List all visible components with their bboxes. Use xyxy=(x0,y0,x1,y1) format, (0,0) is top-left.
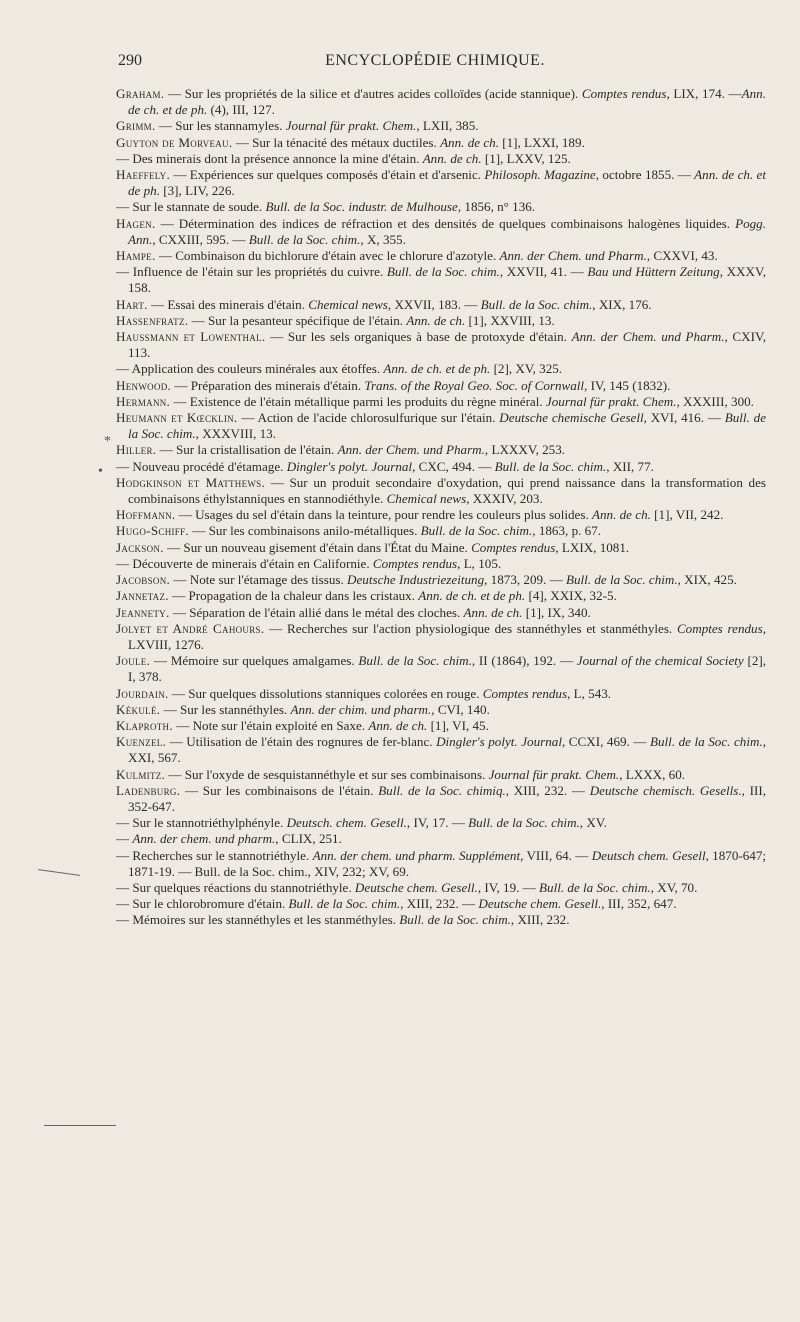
entry-text: — Sur la ténacité des métaux ductiles. xyxy=(232,134,441,150)
entry-text: [4], XXIX, 32-5. xyxy=(525,588,617,604)
entry-text: , II (1864), 192. — xyxy=(471,653,577,669)
entry-text: , LIX, 174. — xyxy=(666,86,742,101)
bibliography-entry xyxy=(116,556,766,572)
entry-author: Ladenburg. xyxy=(116,782,181,798)
entry-text: — Sur les stannéthyles. xyxy=(160,701,291,717)
entry-text: , CXXVI, 43. xyxy=(646,248,718,264)
entry-author: Hiller. xyxy=(116,442,157,458)
entry-journal: Bull. de la Soc. chim. xyxy=(386,264,500,280)
entry-author: Jacobson. xyxy=(116,572,171,588)
entry-text: — Sur la pesanteur spécifique de l'étain. xyxy=(188,312,407,328)
entry-text: — Combinaison du bichlorure d'étain avec le chlorure d'azotyle. xyxy=(155,248,500,264)
entry-journal: Bull. de la Soc. chim. xyxy=(420,523,533,539)
bibliography-entry xyxy=(116,540,766,556)
entry-text: — Séparation de l'étain allié dans le métal des cloches. xyxy=(169,604,464,620)
bibliography-entry xyxy=(116,248,766,264)
bibliography-entry xyxy=(116,718,766,734)
bibliography-entry xyxy=(116,880,766,896)
bibliography-entry xyxy=(116,216,766,248)
bibliography-entry xyxy=(116,167,766,199)
entry-text: , VIII, 64. — xyxy=(520,847,592,863)
entry-journal: Ann. de ch. xyxy=(422,150,482,166)
entry-text: , LXII, 385. xyxy=(416,118,479,134)
entry-author: Hoffmann. xyxy=(116,507,176,523)
entry-text: — Propagation de la chaleur dans les cristaux. xyxy=(168,588,419,604)
running-title: ENCYCLOPÉDIE CHIMIQUE. xyxy=(325,52,545,69)
entry-text: — Mémoire sur quelques amalgames. xyxy=(150,653,359,669)
entry-journal: Ann. der chim. und pharm. xyxy=(290,701,432,717)
entry-text: , XXXIII, 300. xyxy=(676,393,754,409)
entry-journal: Ann. der Chem. und Pharm. xyxy=(499,248,647,264)
margin-stroke xyxy=(38,869,80,876)
entry-text: , XII, 77. xyxy=(606,458,654,474)
bibliography-entry xyxy=(116,848,766,880)
entry-journal: Ann. de ch. et de ph. xyxy=(383,361,491,377)
bibliography-entry xyxy=(116,831,766,847)
entry-text: [1], LXXV, 125. xyxy=(481,150,571,166)
entry-text: , L, 543. xyxy=(567,685,612,701)
bibliography-entry xyxy=(116,394,766,410)
entry-journal: Chemical news xyxy=(386,491,467,507)
bibliography-entry xyxy=(116,264,766,296)
bibliography-entry xyxy=(116,410,766,442)
entry-text: [2], I, 378. xyxy=(128,653,766,685)
bibliography-entry xyxy=(116,313,766,329)
entry-journal: Comptes rendus xyxy=(581,86,667,101)
entry-text: [1], IX, 340. xyxy=(522,604,591,620)
entry-text: , LXIX, 1081. xyxy=(555,539,630,555)
entry-text: — Des minerais dont la présence annonce la mine d'étain. xyxy=(116,150,423,166)
entry-journal: Bau und Hüttern Zeitung xyxy=(587,264,720,280)
entry-author: Jannetaz. xyxy=(116,588,169,604)
entry-journal: Deutsche chem. Gesell. xyxy=(354,879,478,895)
entry-journal: Ann. de ch. xyxy=(592,507,651,523)
entry-text: — Sur les stannamyles. xyxy=(155,118,286,134)
entry-author: Henwood. xyxy=(116,377,172,393)
entry-text: , IV, 145 (1832). xyxy=(584,377,671,393)
entry-text: — Recherches sur le stannotriéthyle. xyxy=(116,847,313,863)
entry-journal: Ann. de ch. xyxy=(406,312,466,328)
entry-journal: Bull. de la Soc. chim. xyxy=(248,231,361,247)
entry-text: — xyxy=(116,831,133,847)
bibliography-entry xyxy=(116,734,766,766)
entry-text: — Sur les propriétés de la silice et d'autres acides colloïdes (acide stannique). xyxy=(164,86,582,101)
page-header xyxy=(110,52,760,72)
bibliography-entry xyxy=(116,475,766,507)
entry-text: — Sur la cristallisation de l'étain. xyxy=(156,442,338,458)
entry-text: — Sur quelques dissolutions stanniques colorées en rouge. xyxy=(168,685,483,701)
entry-author: Hampe. xyxy=(116,248,156,264)
bibliography-entry xyxy=(116,135,766,151)
entry-journal: Comptes rendus xyxy=(372,555,458,571)
page-number: 290 xyxy=(118,52,142,69)
bibliography-entry xyxy=(116,815,766,831)
entry-journal: Deutsch chem. Gesell xyxy=(591,847,706,863)
entry-journal: Bull. de la Soc. chim. xyxy=(539,879,651,895)
entry-text: [3], LIV, 226. xyxy=(160,183,235,199)
bibliography-entry xyxy=(116,896,766,912)
entry-journal: Dingler's polyt. Journal xyxy=(436,734,562,750)
entry-journal: Bull. de la Soc. chim. xyxy=(494,458,607,474)
bibliography-entry xyxy=(116,86,766,118)
entry-author: Jolyet et André Cahours. xyxy=(116,620,265,636)
entry-journal: Journal of the chemical Society xyxy=(576,653,744,669)
bibliography-entry xyxy=(116,572,766,588)
entry-journal: Philosoph. Magazine xyxy=(484,167,596,183)
entry-author: Hodgkinson et Matthews. xyxy=(116,474,266,490)
entry-author: Jeannety. xyxy=(116,604,170,620)
entry-text: — Action de l'acide chlorosulfurique sur l'étain. xyxy=(237,410,500,426)
entry-text: — Sur le stannate de soude. xyxy=(116,199,266,215)
entry-journal: Bull. de la Soc. chim. xyxy=(468,815,580,831)
entry-text: , XXVII, 41. — xyxy=(499,264,588,280)
entry-author: Hermann. xyxy=(116,393,171,409)
entry-text: — Sur l'oxyde de sesquistannéthyle et sur ses combinaisons. xyxy=(165,766,489,782)
entry-text: , octobre 1855. — xyxy=(595,167,695,183)
entry-journal: Bull. de la Soc. chim. xyxy=(399,912,511,928)
entry-journal: Ann. de ch. xyxy=(463,604,523,620)
entry-text: , X, 355. xyxy=(360,231,406,247)
entry-journal: Comptes rendus xyxy=(471,539,556,555)
bibliography-entry xyxy=(116,378,766,394)
entry-journal: Ann. de ch. xyxy=(440,134,499,150)
entry-text: , CXXIII, 595. — xyxy=(152,231,249,247)
entry-text: — Usages du sel d'étain dans la teinture, pour rendre les couleurs plus solides. xyxy=(175,507,592,523)
entry-journal: Ann. der chem. und pharm. Supplément xyxy=(312,847,521,863)
entry-author: Hagen. xyxy=(116,215,156,231)
entry-text: — Sur un nouveau gisement d'étain dans l'État du Maine. xyxy=(163,539,472,555)
entry-author: Jackson. xyxy=(116,539,164,555)
margin-asterisk: * xyxy=(104,434,111,449)
bibliography-entry xyxy=(116,653,766,685)
entry-text: — Essai des minerais d'étain. xyxy=(147,296,309,312)
entry-text: , CXC, 494. — xyxy=(412,458,495,474)
entry-journal: Chemical news xyxy=(308,296,388,312)
entry-author: Grimm. xyxy=(116,118,156,134)
bibliography-entry xyxy=(116,621,766,653)
entry-text: — Utilisation de l'étain des rognures de fer-blanc. xyxy=(166,734,437,750)
entry-text: , CVI, 140. xyxy=(431,701,490,717)
entry-journal: Bull. de la Soc. chimiq. xyxy=(378,782,506,798)
entry-text: — Influence de l'étain sur les propriétés du cuivre. xyxy=(116,264,387,280)
entry-text: — Note sur l'étamage des tissus. xyxy=(170,572,348,588)
entry-text: , IV, 19. — xyxy=(477,879,540,895)
entry-text: [1], XXVIII, 13. xyxy=(465,312,555,328)
entry-author: Haeffely. xyxy=(116,167,171,183)
bibliography-entry xyxy=(116,297,766,313)
entry-journal: Ann. der Chem. und Pharm. xyxy=(571,329,725,345)
entry-author: Jourdain. xyxy=(116,685,169,701)
entry-journal: Journal für prakt. Chem. xyxy=(488,766,620,782)
entry-author: Kulmitz. xyxy=(116,766,166,782)
entry-author: Hart. xyxy=(116,296,148,312)
margin-dot: • xyxy=(98,464,103,479)
entry-text: — Sur les combinaisons de l'étain. xyxy=(180,782,379,798)
entry-journal: Journal für prakt. Chem. xyxy=(545,393,677,409)
entry-journal: Trans. of the Royal Geo. Soc. of Cornwall xyxy=(364,377,585,393)
entry-text: — Expériences sur quelques composés d'étain et d'arsenic. xyxy=(170,167,485,183)
entry-text: , XIII, 232. — xyxy=(400,896,479,912)
entry-text: — Sur un produit secondaire d'oxydation, qui prend naissance dans la transformation des combinaisons éthylstanniques en stannodiéthyle. xyxy=(128,474,766,507)
entry-journal: Bull. de la Soc. chim. xyxy=(480,296,593,312)
bibliography-entry xyxy=(116,767,766,783)
entry-text: — Découverte de minerais d'étain en Californie. xyxy=(116,555,373,571)
entry-text: — Existence de l'étain métallique parmi les produits du règne minéral. xyxy=(170,393,546,409)
entry-text: , LXXX, 60. xyxy=(619,766,686,782)
entry-author: Kékulé. xyxy=(116,701,161,717)
entry-text: , XXI, 567. xyxy=(128,734,766,766)
entry-journal: Ann. der chem. und pharm. xyxy=(132,831,276,847)
bibliography-entry xyxy=(116,507,766,523)
bibliography-entry xyxy=(116,702,766,718)
bibliography-entry xyxy=(116,588,766,604)
entry-text: , XXXIV, 203. xyxy=(466,491,543,507)
entry-text: , XVI, 416. — xyxy=(643,410,725,426)
entry-text: — Recherches sur l'action physiologique des stannéthyles et stanméthyles. xyxy=(264,620,677,636)
entry-text: — Sur les sels organiques à base de protoxyde d'étain. xyxy=(265,329,572,345)
bibliography-entry xyxy=(116,459,766,475)
bibliography-entry xyxy=(116,523,766,539)
entry-text: — Nouveau procédé d'étamage. xyxy=(116,458,287,474)
entry-journal: Deutsche chemische Gesell xyxy=(499,410,644,426)
bibliography-entry xyxy=(116,605,766,621)
entry-journal: Bull. de la Soc. chim. xyxy=(565,572,678,588)
entry-author: Heumann et Kœcklin. xyxy=(116,410,238,426)
entry-text: [2], XV, 325. xyxy=(490,361,563,377)
entry-journal: Ann. de ch. et de ph. xyxy=(128,86,766,118)
entry-text: , III, 352, 647. xyxy=(601,896,677,912)
entry-author: Hugo-Schiff. xyxy=(116,523,189,539)
entry-author: Klaproth. xyxy=(116,717,173,733)
entry-text: (4), III, 127. xyxy=(207,102,275,118)
entry-journal: Ann. de ch. xyxy=(368,717,428,733)
entry-journal: Pogg. Ann. xyxy=(128,215,766,247)
entry-author: Hassenfratz. xyxy=(116,312,189,328)
entry-journal: Ann. der Chem. und Pharm. xyxy=(337,442,485,458)
entry-text: , XV, 70. xyxy=(650,879,698,895)
entry-text: — Détermination des indices de réfraction et des densités de quelques combinaisons halogènes liquides. xyxy=(155,215,736,231)
entry-text: , XXXVIII, 13. xyxy=(195,426,277,442)
entry-journal: Journal für prakt. Chem. xyxy=(285,118,417,134)
entry-author: Kuenzel. xyxy=(116,734,167,750)
entry-text: , XIII, 232. — xyxy=(505,782,590,798)
entry-text: — Préparation des minerais d'étain. xyxy=(171,377,365,393)
bibliography-entry xyxy=(116,783,766,815)
entry-journal: Ann. de ch. et de ph. xyxy=(128,167,766,199)
entry-journal: Comptes rendus xyxy=(676,620,763,636)
entry-text: , XIX, 425. xyxy=(677,572,737,588)
entry-journal: Deutsche Industriezeitung xyxy=(347,572,485,588)
bibliography-entry xyxy=(116,118,766,134)
entry-text: , 1870-647; 1871-19. — Bull. de la Soc. chim., XIV, 232; XV, 69. xyxy=(128,847,767,879)
entry-text: , L, 105. xyxy=(457,555,502,571)
entry-text: , XXVII, 183. — xyxy=(387,296,481,312)
bibliography-entry xyxy=(116,199,766,215)
entry-text: , XV. xyxy=(579,815,607,831)
entry-journal: Bull. de la Soc. chim. xyxy=(650,734,763,750)
entry-author: Haussmann et Lowenthal. xyxy=(116,329,266,345)
entry-text: — Mémoires sur les stannéthyles et les stanméthyles. xyxy=(116,912,400,928)
entry-text: , XIII, 232. xyxy=(510,912,570,928)
entry-author: Joule. xyxy=(116,653,151,669)
entry-text: , XIX, 176. xyxy=(592,296,652,312)
entry-text: — Note sur l'étain exploité en Saxe. xyxy=(172,717,369,733)
entry-journal: Deutsche chem. Gesell. xyxy=(478,896,602,912)
entry-text: — Sur quelques réactions du stannotriéthyle. xyxy=(116,879,355,895)
entry-text: , IV, 17. — xyxy=(406,815,469,831)
entry-journal: Bull. de la Soc. chim. xyxy=(288,896,401,912)
entry-text: , CLIX, 251. xyxy=(275,831,342,847)
margin-stroke xyxy=(44,1125,116,1126)
entry-text: , CCXI, 469. — xyxy=(561,734,650,750)
entry-journal: Deutsche chemisch. Gesells. xyxy=(589,782,742,798)
entry-journal: Ann. de ch. et de ph. xyxy=(418,588,526,604)
entry-journal: Deutsch. chem. Gesell. xyxy=(286,815,407,831)
bibliography-entry xyxy=(116,912,766,928)
entry-journal: Comptes rendus xyxy=(482,685,568,701)
entry-author: Graham. xyxy=(116,86,165,101)
entry-text: [1], VI, 45. xyxy=(427,717,489,733)
entry-text: , LXVIII, 1276. xyxy=(128,620,766,652)
entry-text: [1], LXXI, 189. xyxy=(498,134,585,150)
entry-author: Guyton de Morveau. xyxy=(116,134,233,150)
entry-text: , III, 352-647. xyxy=(128,782,767,814)
bibliography-entry xyxy=(116,329,766,361)
entry-text: , LXXXV, 253. xyxy=(484,442,566,458)
entry-text: — Sur le chlorobromure d'étain. xyxy=(116,896,289,912)
bibliography-entry xyxy=(116,361,766,377)
entry-text: — Sur les combinaisons anilo-métalliques. xyxy=(188,523,421,539)
entry-text: — Sur le stannotriéthylphényle. xyxy=(116,815,287,831)
entry-text: , 1873, 209. — xyxy=(484,572,566,588)
entry-journal: Bull. de la Soc. chim. xyxy=(128,410,767,442)
entry-journal: Bull. de la Soc. industr. de Mulhouse xyxy=(265,199,458,215)
entry-text: , XXXV, 158. xyxy=(128,264,766,296)
entry-text: , 1863, p. 67. xyxy=(532,523,602,539)
bibliography-list xyxy=(116,86,766,929)
entry-text: , 1856, n° 136. xyxy=(457,199,536,215)
entry-text: , CXIV, 113. xyxy=(128,329,766,361)
bibliography-entry xyxy=(116,151,766,167)
bibliography-entry xyxy=(116,442,766,458)
entry-journal: Dingler's polyt. Journal xyxy=(286,458,413,474)
bibliography-entry xyxy=(116,686,766,702)
entry-text: — Application des couleurs minérales aux étoffes. xyxy=(116,361,384,377)
entry-journal: Bull. de la Soc. chim. xyxy=(358,653,472,669)
entry-text: [1], VII, 242. xyxy=(650,507,724,523)
